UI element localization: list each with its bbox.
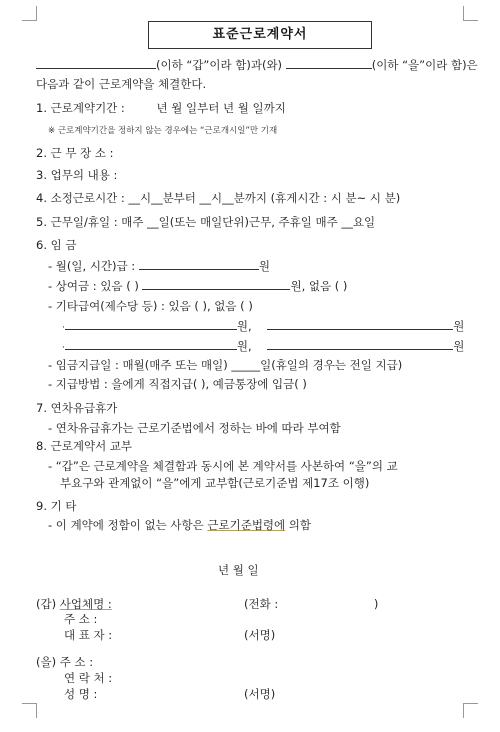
employer-phone-close: ) <box>373 597 379 611</box>
bonus-blank[interactable] <box>142 279 290 290</box>
item-9-header: 9. 기 타 <box>36 499 77 513</box>
item-6-bonus <box>48 279 347 293</box>
employer-prefix: (갑) <box>36 597 57 611</box>
labor-law-reference: 근로기준법령에 <box>207 518 286 532</box>
employer-phone-label: (전화 : <box>244 597 279 611</box>
crop-mark-top-left <box>22 6 37 21</box>
employee-name: 성 명 : <box>64 687 98 701</box>
other-pay-blank-3[interactable] <box>65 339 237 350</box>
other-pay-unit-3: 원, <box>236 339 252 353</box>
bonus-none: 원, 없음 ( ) <box>290 279 348 293</box>
item-6-wage <box>48 259 270 273</box>
employer-address: 주 소 : <box>64 612 98 626</box>
signing-date: 년 월 일 <box>218 563 259 577</box>
employer-business-label: 사업체명 : <box>59 597 112 611</box>
employer-phone <box>244 597 378 611</box>
other-pay-unit-1: 원, <box>236 319 252 333</box>
item-1-note: ※ 근로계약기간을 정하지 않는 경우에는 “근로개시일”만 기재 <box>48 126 278 136</box>
employee-signature: (서명) <box>244 687 276 701</box>
document-title: 표준근로계약서 <box>148 21 372 49</box>
item-6-other-pay: - 기타급여(제수당 등) : 있음 ( ), 없음 ( ) <box>48 299 253 313</box>
item-3: 3. 업무의 내용 : <box>36 168 118 182</box>
item-6-payday: - 임금지급일 : 매월(매주 또는 매일) _____일(휴일의 경우는 전일 지급) <box>48 358 403 372</box>
other-pay-blank-4[interactable] <box>267 339 453 350</box>
employer-business-row <box>36 597 112 611</box>
other-pay-blank-1[interactable] <box>65 319 237 330</box>
employer-name-blank[interactable] <box>36 58 156 69</box>
intro-text-a: (이하 “갑”이라 함)과(와) <box>156 58 283 72</box>
other-pay-blank-2[interactable] <box>267 319 453 330</box>
employee-name-blank[interactable] <box>286 58 372 69</box>
item-7-text: - 연차유급휴가는 근로기준법에서 정하는 바에 따라 부여함 <box>48 421 341 435</box>
item-9-text-c: 의함 <box>285 518 312 532</box>
item-9-text-a: - 이 계약에 정함이 없는 사항은 <box>48 518 208 532</box>
crop-mark-top-right <box>463 6 478 21</box>
item-2: 2. 근 무 장 소 : <box>36 146 114 160</box>
item-5: 5. 근무일/휴일 : 매주 __일(또는 매일단위)근무, 주휴일 매주 __요일 <box>36 215 376 229</box>
intro-line-2: 다음과 같이 근로계약을 체결한다. <box>36 77 207 91</box>
item-7-header: 7. 연차유급휴가 <box>36 401 118 415</box>
item-4: 4. 소정근로시간 : __시__분부터 __시__분까지 (휴게시간 : 시 분~ 시 분) <box>36 191 401 205</box>
item-8-text-2: 부요구와 관계없이 “을”에게 교부함(근로기준법 제17조 이행) <box>60 476 370 490</box>
item-8-header: 8. 근로계약서 교부 <box>36 439 133 453</box>
item-1 <box>36 101 286 115</box>
intro-line-1 <box>36 58 478 72</box>
item-1-label: 1. 근로계약기간 : <box>36 101 125 115</box>
bonus-label: - 상여금 : 있음 ( ) <box>48 279 139 293</box>
crop-mark-bottom-right <box>463 703 478 718</box>
other-pay-row-1: · 원, 원 <box>62 319 465 333</box>
intro-text-b: (이하 “을”이라 함)은 <box>371 58 478 72</box>
item-9-text <box>48 518 311 532</box>
employee-address-row <box>36 655 93 669</box>
employee-contact: 연 락 처 : <box>64 671 113 685</box>
item-6-method: - 지급방법 : 을에게 직접지급( ), 예금통장에 입금( ) <box>48 377 307 391</box>
employee-prefix: (을) <box>36 655 57 669</box>
wage-label: - 월(일, 시간)급 : <box>48 259 136 273</box>
other-pay-unit-2: 원 <box>453 319 465 333</box>
other-pay-row-2: · 원, 원 <box>62 339 465 353</box>
wage-blank[interactable] <box>139 259 259 270</box>
crop-mark-bottom-left <box>22 703 37 718</box>
employer-signature: (서명) <box>244 628 276 642</box>
wage-unit: 원 <box>258 259 270 273</box>
item-1-period: 년 월 일부터 년 월 일까지 <box>156 101 286 115</box>
item-8-text-1: - “갑”은 근로계약을 체결함과 동시에 본 계약서를 사본하여 “을”의 교 <box>48 459 398 473</box>
employer-representative: 대 표 자 : <box>64 628 113 642</box>
other-pay-unit-4: 원 <box>453 339 465 353</box>
employee-address-label: 주 소 : <box>59 655 94 669</box>
item-6-header: 6. 임 금 <box>36 238 77 252</box>
